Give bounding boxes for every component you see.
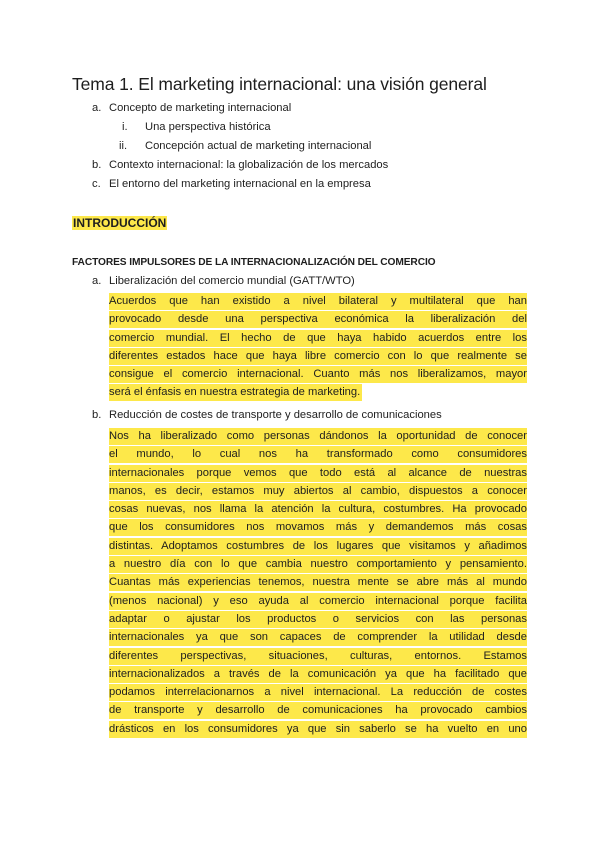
paragraph-line: adaptar o ajustar los productos o servicios con las personas xyxy=(109,611,527,628)
outline-text: Contexto internacional: la globalización de los mercados xyxy=(109,159,389,171)
paragraph-line: internacionales ya que son capaces de comprender la utilidad desde xyxy=(109,629,527,646)
outline-marker: a. xyxy=(92,102,102,114)
outline-marker: b. xyxy=(92,159,102,171)
paragraph-line: (menos nacional) y eso ayuda al comercio internacional porque facilita xyxy=(109,593,527,610)
paragraph-line: distintas. Adoptamos costumbres de los lugares que visitamos y añadimos xyxy=(109,538,527,555)
paragraph-line: comercio mundial. El hecho de que haya habido acuerdos entre los xyxy=(109,330,527,347)
paragraph-line: internacionales porque vemos que todo está al alcance de nuestras xyxy=(109,465,527,482)
paragraph-line: drásticos en los consumidores ya que sin saberlo se ha vuelto en uno xyxy=(109,721,527,738)
paragraph-line: diferentes estados hace que haya libre comercio con lo que realmente se xyxy=(109,348,527,365)
paragraph-line: el mundo, lo cual nos ha transformado como consumidores xyxy=(109,446,527,463)
outline-marker: ii. xyxy=(119,140,128,152)
paragraph-line: internacionalizados a través de la comunicación ya que ha facilitado que xyxy=(109,666,527,683)
factor-item-heading xyxy=(92,409,442,421)
outline-text: Concepto de marketing internacional xyxy=(109,102,292,114)
item-heading-text: Reducción de costes de transporte y desarrollo de comunicaciones xyxy=(109,409,442,421)
paragraph-line: Cuantas más experiencias tenemos, nuestra mente se abre más al mundo xyxy=(109,574,527,591)
outline-text: Concepción actual de marketing internacional xyxy=(145,140,372,152)
paragraph-line: Acuerdos que han existido a nivel bilateral y multilateral que han xyxy=(109,293,527,310)
paragraph-line: Nos ha liberalizado como personas dándonos la oportunidad de conocer xyxy=(109,428,527,445)
outline-marker: i. xyxy=(122,121,128,133)
paragraph-line: diferentes perspectivas, situaciones, culturas, entornos. Estamos xyxy=(109,648,527,665)
page-title: Tema 1. El marketing internacional: una visión general xyxy=(72,74,487,94)
item-marker: a. xyxy=(92,275,102,287)
paragraph-line: provocado desde una perspectiva económica la liberalización del xyxy=(109,311,527,328)
factor-paragraph xyxy=(109,293,527,403)
item-marker: b. xyxy=(92,409,102,421)
factor-paragraph xyxy=(109,428,527,739)
paragraph-line: de transporte y desarrollo de comunicaciones ha provocado cambios xyxy=(109,702,527,719)
item-heading-text: Liberalización del comercio mundial (GATT/WTO) xyxy=(109,275,355,287)
paragraph-line: manos, es decir, estamos muy abiertos al cambio, dispuestos a conocer xyxy=(109,483,527,500)
outline-text: El entorno del marketing internacional en la empresa xyxy=(109,178,371,190)
factor-item-heading xyxy=(92,275,355,287)
paragraph-line: será el énfasis en nuestra estrategia de marketing. xyxy=(109,384,362,401)
paragraph-line: podamos interrelacionarnos a nivel internacional. La reducción de costes xyxy=(109,684,527,701)
paragraph-line: consigue el comercio internacional. Cuanto más nos liberalizamos, mayor xyxy=(109,366,527,383)
section-heading: FACTORES IMPULSORES DE LA INTERNACIONALIZACIÓN DEL COMERCIO xyxy=(72,257,436,268)
outline-text: Una perspectiva histórica xyxy=(145,121,271,133)
paragraph-line: a nuestro día con lo que cambia nuestro comportamiento y pensamiento. xyxy=(109,556,527,573)
paragraph-line: cosas nuevas, nos llama la atención la cultura, costumbres. Ha provocado xyxy=(109,501,527,518)
intro-heading: INTRODUCCIÓN xyxy=(73,216,167,230)
outline-marker: c. xyxy=(92,178,101,190)
paragraph-line: que los consumidores nos movamos más y demandemos más cosas xyxy=(109,519,527,536)
